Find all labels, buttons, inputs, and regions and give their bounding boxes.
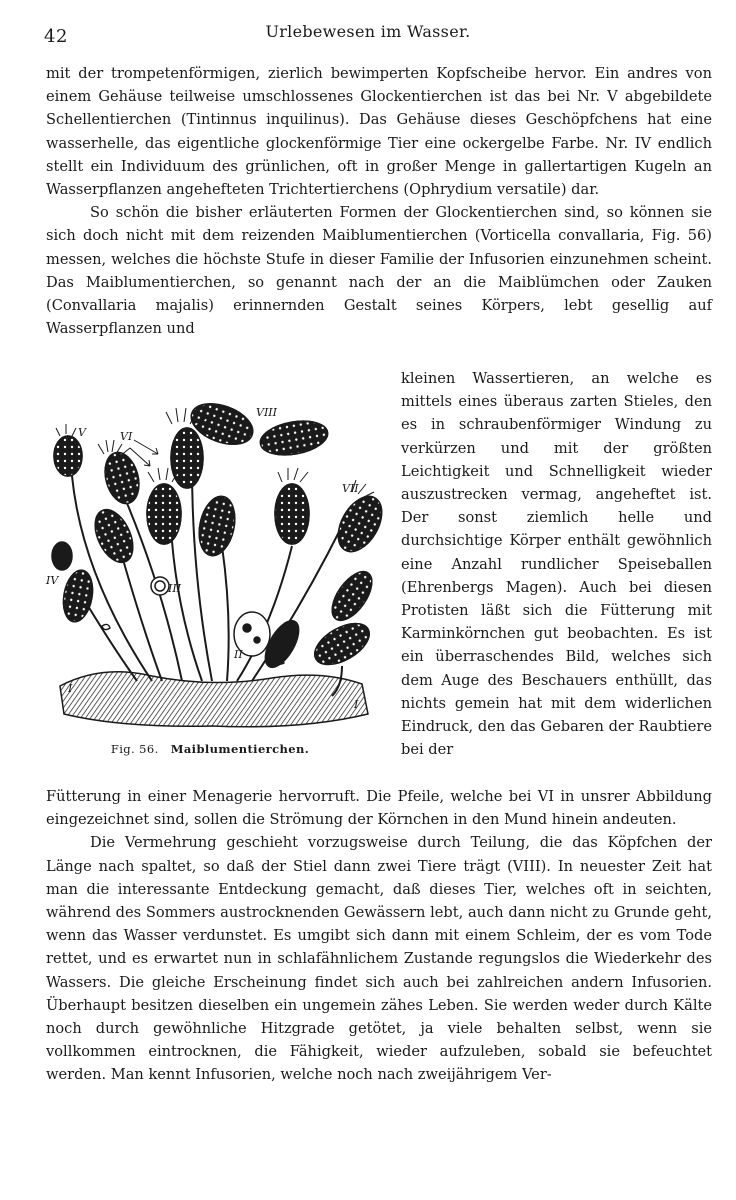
figure-caption xyxy=(40,742,380,756)
caption-label: Fig. 56. xyxy=(110,742,159,756)
running-head: Urlebewesen im Wasser. xyxy=(265,22,471,41)
paragraph: So schön die bisher erläuterten Formen der Glockentierchen sind, so können sie sich doch nicht mit dem reizenden Maiblumentierchen (Vorticella convallaria, Fig. 56) messen, welches die höchste Stufe in dieser Familie der Infusorien einzunehmen scheint. Das Maiblumentierchen, so genannt nach der an die Maiblümchen oder Zauken (Convallaria majalis) erinnernden Gestalt seines Körpers, lebt gesellig auf Wasserpflanzen und xyxy=(46,204,712,338)
text-block-top xyxy=(46,62,712,340)
paragraph: Die Vermehrung geschieht vorzugsweise durch Teilung, die das Köpfchen der Länge nach spaltet, so daß der Stiel dann zwei Tiere trägt (VIII). In neuester Zeit hat man die interessante Entdeckung gemacht, daß dieses Tier, welches oft in seichten, während des Sommers austrocknenden Gewässern lebt, auch dann nicht zu Grunde geht, wenn das Wasser verdunstet. Es umgibt sich dann mit einem Schleim, der es vom Tode rettet, und es erwartet nun in schlafähnlichem Zustande regungslos die Wiederkehr des Wassers. Die gleiche Erscheinung findet sich auch bei zahlreichen andern Infusorien. Überhaupt besitzen dieselben ein ungemein zähes Leben. Sie werden weder durch Kälte noch durch gewöhnliche Hitzgrade getötet, ja viele behalten selbst, wenn sie vollkommen eintrocknen, die Fähigkeit, wieder aufzuleben, sobald sie befeuchtet werden. Man kennt Infusorien, welche noch nach zweijährigem Ver- xyxy=(46,834,712,1084)
page-number: 42 xyxy=(44,26,68,47)
fig-label-viii: VIII xyxy=(256,406,277,419)
caption-title: Maiblumentierchen. xyxy=(170,742,310,756)
fig-label-vii: VII xyxy=(342,482,359,495)
fig-label-iii: III xyxy=(168,582,182,595)
paragraph: mit der trompetenförmigen, zierlich bewimperten Kopfscheibe hervor. Ein andres von einem Gehäuse teilweise umschlossenes Glockentierchen ist das bei Nr. V abgebildete Schellentierchen (Tintinnus inquilinus). Das Gehäuse dieses Geschöpfchens hat eine wasserhelle, das eigentliche glockenförmige Tier eine ockergelbe Farbe. Nr. IV endlich stellt ein Individuum des grünlichen, oft in großer Menge in gallertartigen Kugeln an Wasserpflanzen angehefteten Trichtertierchens (Ophrydium versatile) dar. xyxy=(46,65,712,199)
fig-label-ii: II xyxy=(234,648,243,661)
vorticella-engraving xyxy=(42,396,384,734)
text-block-bottom xyxy=(46,785,712,1087)
text-column-beside-figure xyxy=(401,367,712,761)
fig-label-i-right: I xyxy=(354,698,359,711)
fig-label-vi: VI xyxy=(120,430,133,443)
fig-label-i-left: I xyxy=(68,682,73,695)
paragraph-continuation: kleinen Wassertieren, an welche es mittels eines überaus zarten Stieles, den es in schraubenförmiger Windung zu verkürzen und mit der größten Leichtigkeit und Schnelligkeit wieder auszustrecken vermag, angeheftet ist. Der sonst ziemlich helle und durchsichtige Körper enthält gewöhnlich eine Anzahl rundlicher Speiseballen (Ehrenbergs Magen). Auch bei diesen Protisten läßt sich die Fütterung mit Karminkörnchen gut beobachten. Es ist ein überraschendes Bild, welches sich dem Auge des Beschauers enthüllt, das nichts gemein hat mit dem widerlichen Eindruck, den das Gebaren der Raubtiere bei der xyxy=(401,370,712,759)
fig-label-v: V xyxy=(78,426,86,439)
fig-label-iv: IV xyxy=(46,574,59,587)
paragraph-continuation: Fütterung in einer Menagerie hervorruft. Die Pfeile, welche bei VI in unsrer Abbildung eingezeichnet sind, sollen die Strömung der Körnchen in den Mund hinein andeuten. xyxy=(46,788,712,829)
figure-maiblumentierchen-illustration xyxy=(42,396,384,734)
